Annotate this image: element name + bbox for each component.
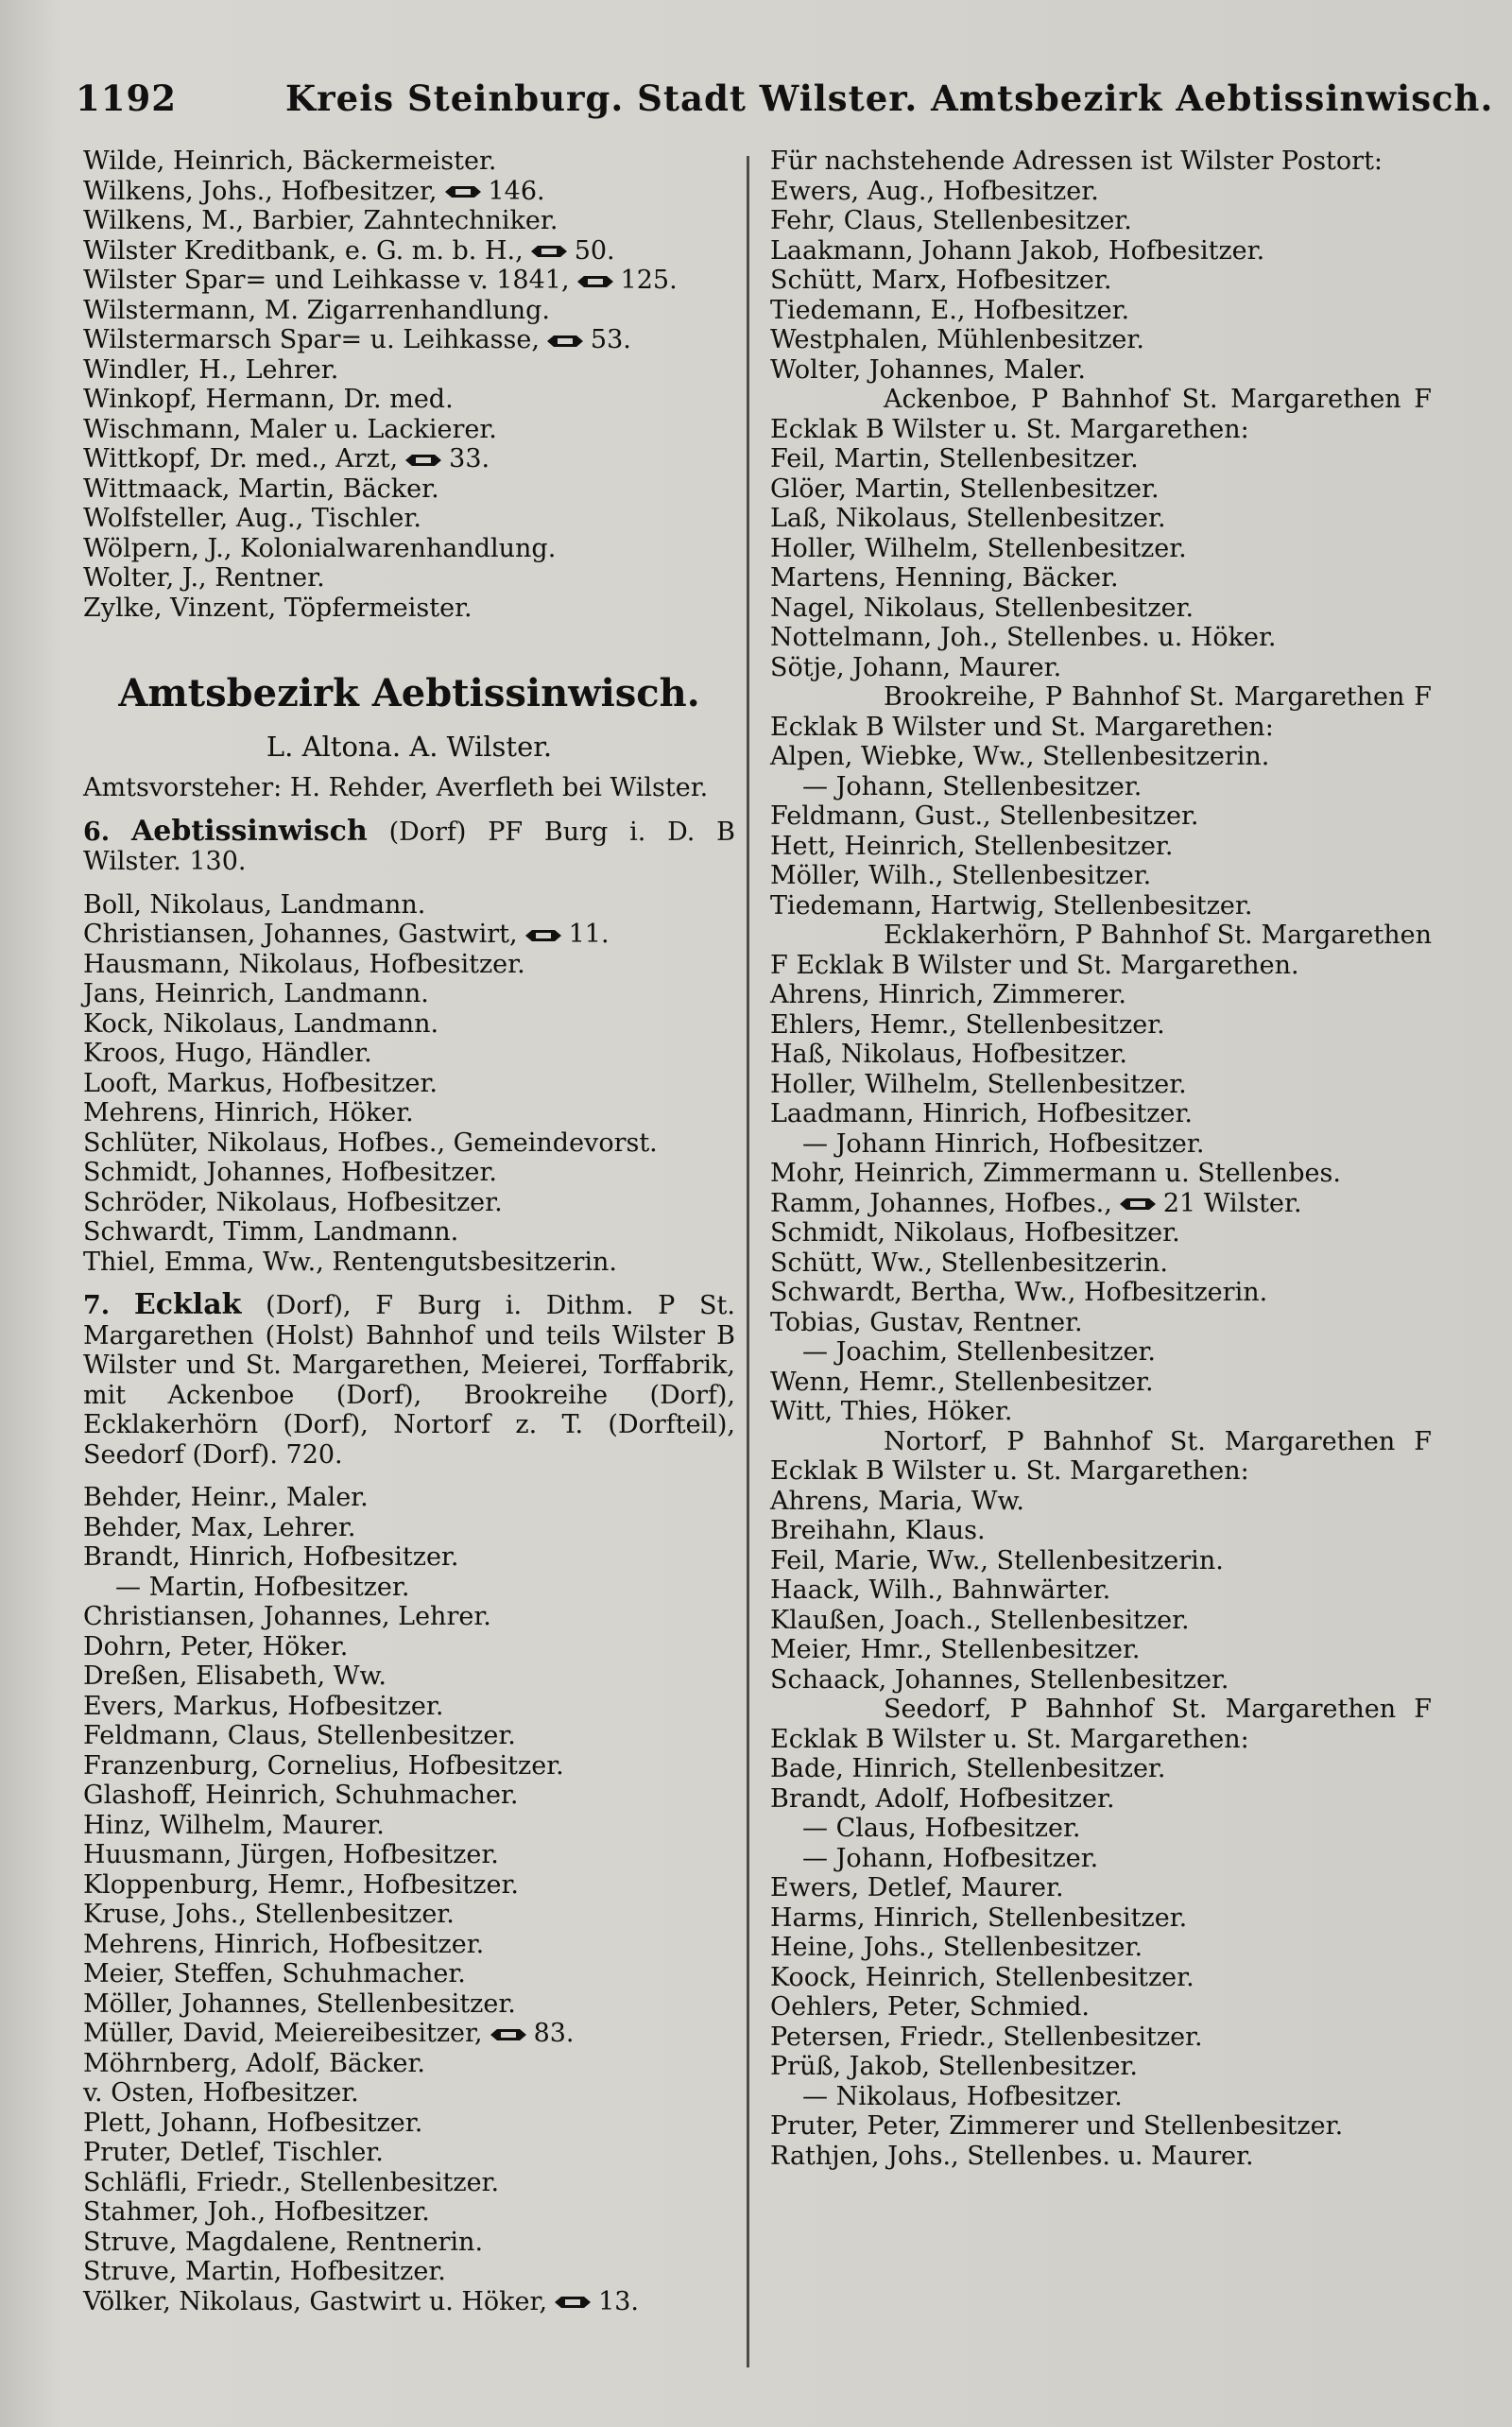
- directory-entry: [770, 1903, 1432, 1934]
- directory-entry: [770, 1575, 1432, 1606]
- entry-text: Brandt, Adolf, Hofbesitzer.: [770, 1783, 1115, 1814]
- entry-text: Ewers, Aug., Hofbesitzer.: [770, 176, 1099, 206]
- directory-entry: [83, 890, 735, 921]
- entry-text: Glashoff, Heinrich, Schuhmacher.: [83, 1781, 519, 1810]
- directory-entry: [83, 177, 735, 207]
- directory-entry: [770, 1308, 1432, 1338]
- directory-entry: [83, 1692, 735, 1722]
- entry-text: Wenn, Hemr., Stellenbesitzer.: [770, 1367, 1154, 1397]
- directory-entry: [83, 1959, 735, 1989]
- directory-entry: [770, 1010, 1432, 1041]
- directory-entry: [83, 2019, 735, 2049]
- entry-text: Müller, David, Meiereibesitzer,: [83, 2019, 483, 2048]
- entry-text: Kloppenburg, Hemr., Hofbesitzer.: [83, 1869, 519, 1900]
- directory-entry: [83, 1602, 735, 1632]
- directory-entry: [770, 832, 1432, 862]
- directory-entry: [83, 1573, 735, 1603]
- nortorf-entries: [770, 1487, 1432, 1695]
- entry-text: Evers, Markus, Hofbesitzer.: [83, 1691, 444, 1721]
- directory-entry: [83, 1098, 735, 1128]
- directory-entry: [770, 1665, 1432, 1695]
- village-number: 7.: [83, 1291, 111, 1320]
- directory-entry: [770, 1754, 1432, 1784]
- wilster-entries: [83, 146, 735, 623]
- right-column: [770, 146, 1432, 2171]
- entry-text: Alpen, Wiebke, Ww., Stellenbesitzerin.: [770, 742, 1270, 771]
- directory-entry: [83, 146, 735, 177]
- directory-entry: [83, 950, 735, 980]
- directory-entry: [770, 1635, 1432, 1665]
- directory-entry: [83, 1989, 735, 2020]
- entry-text: — Johann Hinrich, Hofbesitzer.: [802, 1128, 1205, 1159]
- entry-text: Mehrens, Hinrich, Hofbesitzer.: [83, 1929, 485, 1959]
- entry-text: Looft, Markus, Hofbesitzer.: [83, 1068, 438, 1098]
- phone-number: 125.: [620, 266, 678, 295]
- entry-text: Breihahn, Klaus.: [770, 1516, 986, 1545]
- entry-text: Koock, Heinrich, Stellenbesitzer.: [770, 1962, 1194, 1992]
- directory-entry: [83, 1632, 735, 1662]
- directory-entry: [83, 1781, 735, 1811]
- phone-number: 13.: [598, 2286, 640, 2316]
- directory-entry: [83, 2257, 735, 2287]
- directory-entry: [770, 594, 1432, 624]
- entry-text: Wilkens, Johs., Hofbesitzer,: [83, 176, 438, 206]
- directory-entry: [83, 1248, 735, 1278]
- village-name: Ecklak: [133, 1288, 242, 1321]
- directory-entry: [83, 206, 735, 236]
- entry-text: Jans, Heinrich, Landmann.: [83, 979, 429, 1008]
- entry-text: Wolfsteller, Aug., Tischler.: [83, 504, 421, 533]
- directory-entry: [770, 1368, 1432, 1398]
- directory-entry: [770, 504, 1432, 534]
- directory-entry: [83, 1751, 735, 1782]
- directory-entry: [83, 296, 735, 326]
- entry-text: Möller, Wilh., Stellenbesitzer.: [770, 861, 1152, 890]
- ackenboe-entries: [770, 444, 1432, 682]
- directory-entry: [83, 594, 735, 624]
- entry-text: Ahrens, Maria, Ww.: [770, 1486, 1024, 1516]
- wilster-post-entries: [770, 177, 1432, 386]
- entry-text: Wilster Kreditbank, e. G. m. b. H.,: [83, 235, 524, 266]
- entry-text: Heine, Johs., Stellenbesitzer.: [770, 1933, 1143, 1962]
- directory-entry: [83, 1069, 735, 1099]
- directory-entry: [770, 861, 1432, 891]
- entry-text: Petersen, Friedr., Stellenbesitzer.: [770, 2022, 1203, 2052]
- directory-entry: [83, 1542, 735, 1573]
- entry-text: Hett, Heinrich, Stellenbesitzer.: [770, 831, 1174, 861]
- entry-text: Tobias, Gustav, Rentner.: [770, 1307, 1083, 1337]
- entry-text: Ewers, Detlef, Maurer.: [770, 1873, 1064, 1902]
- directory-entry: [770, 891, 1432, 921]
- entry-text: Glöer, Martin, Stellenbesitzer.: [770, 473, 1160, 504]
- directory-entry: [83, 1158, 735, 1188]
- phone-number: 53.: [590, 325, 631, 354]
- entry-text: Schaack, Johannes, Stellenbesitzer.: [770, 1664, 1229, 1695]
- directory-entry: [83, 385, 735, 415]
- entry-text: Feldmann, Gust., Stellenbesitzer.: [770, 801, 1199, 831]
- entry-text: Oehlers, Peter, Schmied.: [770, 1992, 1091, 2022]
- entry-text: Witt, Thies, Höker.: [770, 1397, 1013, 1426]
- seedorf-heading: Seedorf, P Bahnhof St. Margarethen F Ecklak B Wilster u. St. Margarethen:: [770, 1695, 1432, 1754]
- directory-entry: [83, 1188, 735, 1218]
- directory-entry: [83, 2168, 735, 2198]
- entry-text: Hausmann, Nikolaus, Hofbesitzer.: [83, 949, 525, 979]
- directory-entry: [770, 2022, 1432, 2053]
- entry-text: Feil, Martin, Stellenbesitzer.: [770, 444, 1139, 473]
- entry-text: Prüß, Jakob, Stellenbesitzer.: [770, 2052, 1138, 2081]
- directory-entry: [770, 2111, 1432, 2142]
- village-name: Aebtissinwisch: [130, 814, 368, 848]
- directory-entry: [770, 296, 1432, 326]
- brookreihe-entries: [770, 742, 1432, 921]
- phone-number: 50.: [574, 235, 615, 266]
- entry-text: Haack, Wilh., Bahnwärter.: [770, 1575, 1111, 1605]
- directory-entry: [770, 206, 1432, 236]
- directory-entry: [83, 1009, 735, 1040]
- entry-text: Zylke, Vinzent, Töpfermeister.: [83, 593, 472, 623]
- entry-text: Laß, Nikolaus, Stellenbesitzer.: [770, 504, 1166, 533]
- directory-entry: [83, 415, 735, 445]
- telephone-icon: [553, 2294, 593, 2311]
- directory-entry: [770, 742, 1432, 772]
- village-7-entries: [83, 1483, 735, 2316]
- directory-entry: [83, 979, 735, 1009]
- entry-text: Holler, Wilhelm, Stellenbesitzer.: [770, 533, 1187, 563]
- entry-text: Westphalen, Mühlenbesitzer.: [770, 325, 1144, 354]
- directory-entry: [83, 534, 735, 564]
- directory-entry: [770, 1487, 1432, 1517]
- directory-entry: [770, 444, 1432, 474]
- village-7-header: [83, 1290, 735, 1470]
- entry-text: Wolter, Johannes, Maler.: [770, 354, 1086, 385]
- entry-text: Ahrens, Hinrich, Zimmerer.: [770, 980, 1126, 1009]
- seedorf-entries: [770, 1754, 1432, 2171]
- directory-entry: [770, 266, 1432, 296]
- entry-text: Wolter, J., Rentner.: [83, 563, 325, 593]
- directory-entry: [770, 1784, 1432, 1815]
- entry-text: Tiedemann, Hartwig, Stellenbesitzer.: [770, 890, 1253, 921]
- amtsvorsteher: Amtsvorsteher: H. Rehder, Averfleth bei Wilster.: [83, 773, 709, 802]
- amtsbezirk-location: L. Altona. A. Wilster.: [266, 731, 553, 763]
- directory-entry: [83, 266, 735, 296]
- entry-text: Pruter, Peter, Zimmerer und Stellenbesitzer.: [770, 2111, 1344, 2141]
- entry-text: Dohrn, Peter, Höker.: [83, 1631, 349, 1661]
- entry-text: Klaußen, Joach., Stellenbesitzer.: [770, 1605, 1190, 1635]
- entry-text: Schwardt, Timm, Landmann.: [83, 1217, 459, 1247]
- entry-text: Huusmann, Jürgen, Hofbesitzer.: [83, 1840, 499, 1869]
- village-details: (Dorf) PF Burg i. D. B Wilster. 130.: [83, 817, 735, 876]
- entry-text: Kruse, Johs., Stellenbesitzer.: [83, 1900, 455, 1929]
- directory-entry: [770, 1337, 1432, 1368]
- directory-entry: [770, 1873, 1432, 1903]
- directory-entry: [770, 325, 1432, 355]
- entry-text: Meier, Steffen, Schuhmacher.: [83, 1959, 466, 1988]
- phone-number: 146.: [488, 176, 545, 206]
- directory-entry: [770, 177, 1432, 207]
- entry-text: Stahmer, Joh., Hofbesitzer.: [83, 2197, 430, 2227]
- entry-text: Völker, Nikolaus, Gastwirt u. Höker,: [83, 2286, 548, 2316]
- telephone-icon: [404, 452, 443, 469]
- directory-entry: [770, 1814, 1432, 1844]
- entry-text: Christiansen, Johannes, Lehrer.: [83, 1602, 491, 1631]
- directory-entry: [770, 1218, 1432, 1248]
- entry-text: Schütt, Ww., Stellenbesitzerin.: [770, 1248, 1168, 1278]
- directory-entry: [83, 474, 735, 505]
- entry-text: Franzenburg, Cornelius, Hofbesitzer.: [83, 1750, 564, 1781]
- entry-text: — Nikolaus, Hofbesitzer.: [802, 2081, 1123, 2111]
- entry-text: Fehr, Claus, Stellenbesitzer.: [770, 206, 1132, 235]
- entry-text: Wilde, Heinrich, Bäckermeister.: [83, 146, 497, 176]
- entry-text: — Johann, Hofbesitzer.: [802, 1843, 1099, 1873]
- directory-entry: [83, 1128, 735, 1159]
- directory-entry: [770, 623, 1432, 653]
- brookreihe-heading: Brookreihe, P Bahnhof St. Margarethen F Ecklak B Wilster und St. Margarethen:: [770, 682, 1432, 742]
- entry-text: Wilkens, M., Barbier, Zahntechniker.: [83, 206, 558, 235]
- entry-text: Laadmann, Hinrich, Hofbesitzer.: [770, 1099, 1193, 1128]
- entry-text: Winkopf, Hermann, Dr. med.: [83, 385, 454, 414]
- directory-entry: [83, 1811, 735, 1841]
- phone-number: 11.: [568, 920, 610, 949]
- entry-text: Schmidt, Johannes, Hofbesitzer.: [83, 1158, 498, 1187]
- entry-text: Mehrens, Hinrich, Höker.: [83, 1098, 414, 1127]
- directory-entry: [83, 1039, 735, 1069]
- directory-entry: [770, 1129, 1432, 1160]
- directory-entry: [770, 2142, 1432, 2172]
- entry-text: Mohr, Heinrich, Zimmermann u. Stellenbes.: [770, 1159, 1341, 1188]
- entry-text: Laakmann, Johann Jakob, Hofbesitzer.: [770, 235, 1265, 266]
- entry-text: Wilstermann, M. Zigarrenhandlung.: [83, 295, 550, 325]
- directory-entry: [83, 504, 735, 534]
- entry-text: Nagel, Nikolaus, Stellenbesitzer.: [770, 593, 1194, 623]
- directory-entry: [770, 1189, 1432, 1219]
- directory-entry: [83, 1217, 735, 1248]
- directory-entry: [83, 2138, 735, 2168]
- directory-entry: [770, 1933, 1432, 1963]
- entry-text: Dreßen, Elisabeth, Ww.: [83, 1661, 387, 1691]
- directory-entry: [770, 1963, 1432, 1993]
- column-divider: [747, 156, 749, 2367]
- directory-entry: [83, 325, 735, 355]
- nortorf-heading: Nortorf, P Bahnhof St. Margarethen F Ecklak B Wilster u. St. Margarethen:: [770, 1426, 1432, 1486]
- directory-entry: [770, 355, 1432, 386]
- directory-entry: [83, 1513, 735, 1543]
- entry-text: Schwardt, Bertha, Ww., Hofbesitzerin.: [770, 1278, 1268, 1307]
- directory-entry: [770, 563, 1432, 594]
- telephone-icon: [545, 333, 585, 350]
- phone-number: 21 Wilster.: [1162, 1188, 1302, 1218]
- directory-entry: [770, 1397, 1432, 1427]
- entry-text: Schütt, Marx, Hofbesitzer.: [770, 266, 1112, 295]
- directory-entry: [83, 1930, 735, 1960]
- entry-text: Behder, Heinr., Maler.: [83, 1483, 369, 1512]
- directory-entry: [770, 980, 1432, 1010]
- entry-text: Rathjen, Johs., Stellenbes. u. Maurer.: [770, 2141, 1254, 2171]
- entry-text: Wittmaack, Martin, Bäcker.: [83, 473, 439, 504]
- entry-text: Holler, Wilhelm, Stellenbesitzer.: [770, 1069, 1187, 1099]
- entry-text: Kock, Nikolaus, Landmann.: [83, 1008, 439, 1039]
- entry-text: Möhrnberg, Adolf, Bäcker.: [83, 2048, 425, 2078]
- directory-entry: [83, 2287, 735, 2317]
- directory-entry: [83, 1661, 735, 1692]
- directory-entry: [770, 1040, 1432, 1070]
- entry-text: Haß, Nikolaus, Hofbesitzer.: [770, 1040, 1127, 1069]
- amtsbezirk-heading: Amtsbezirk Aebtissinwisch.: [118, 671, 700, 715]
- entry-text: Schmidt, Nikolaus, Hofbesitzer.: [770, 1218, 1180, 1248]
- directory-entry: [83, 2197, 735, 2228]
- village-details: (Dorf), F Burg i. Dithm. P St. Margarethen (Holst) Bahnhof und teils Wilster B Wilster und St. Margarethen, Meierei, Torffabrik, mit Ackenboe (Dorf), Brookreihe (Dorf), Ecklakerhörn (Dorf), Nortorf z. T. (Dorfteil), Seedorf (Dorf). 720.: [83, 1291, 735, 1470]
- directory-entry: [83, 563, 735, 594]
- telephone-icon: [1118, 1196, 1158, 1213]
- directory-entry: [770, 1844, 1432, 1874]
- entry-text: — Claus, Hofbesitzer.: [802, 1814, 1081, 1843]
- directory-entry: [83, 1900, 735, 1930]
- entry-text: Behder, Max, Lehrer.: [83, 1512, 356, 1542]
- village-6-header: [83, 814, 735, 877]
- entry-text: Brandt, Hinrich, Hofbesitzer.: [83, 1542, 459, 1572]
- entry-text: Ramm, Johannes, Hofbes.,: [770, 1188, 1112, 1218]
- directory-entry: [770, 1070, 1432, 1100]
- ecklakerhoern-heading: Ecklakerhörn, P Bahnhof St. Margarethen F Ecklak B Wilster und St. Margarethen.: [770, 921, 1432, 980]
- entry-text: Schläfli, Friedr., Stellenbesitzer.: [83, 2167, 500, 2197]
- entry-text: Pruter, Detlef, Tischler.: [83, 2138, 384, 2167]
- directory-entry: [770, 1546, 1432, 1576]
- telephone-icon: [443, 183, 483, 200]
- entry-text: — Martin, Hofbesitzer.: [115, 1572, 410, 1602]
- directory-entry: [770, 534, 1432, 564]
- entry-text: Christiansen, Johannes, Gastwirt,: [83, 920, 518, 949]
- telephone-icon: [524, 927, 563, 944]
- entry-text: Wilster Spar= und Leihkasse v. 1841,: [83, 266, 570, 295]
- ecklakerhoern-entries: [770, 980, 1432, 1427]
- directory-entry: [770, 772, 1432, 802]
- entry-text: Bade, Hinrich, Stellenbesitzer.: [770, 1754, 1166, 1783]
- ackenboe-heading: Ackenboe, P Bahnhof St. Margarethen F Ecklak B Wilster u. St. Margarethen:: [770, 385, 1432, 444]
- directory-entry: [83, 236, 735, 267]
- entry-text: Feil, Marie, Ww., Stellenbesitzerin.: [770, 1545, 1224, 1575]
- directory-entry: [770, 1992, 1432, 2022]
- directory-entry: [770, 653, 1432, 683]
- village-number: 6.: [83, 817, 111, 847]
- postort-note: Für nachstehende Adressen ist Wilster Postort:: [770, 146, 1383, 176]
- entry-text: Meier, Hmr., Stellenbesitzer.: [770, 1635, 1141, 1664]
- phone-number: 33.: [449, 444, 490, 473]
- village-6-entries: [83, 890, 735, 1278]
- entry-text: Kroos, Hugo, Händler.: [83, 1039, 372, 1068]
- running-head: [76, 77, 1494, 134]
- entry-text: v. Osten, Hofbesitzer.: [83, 2078, 359, 2108]
- phone-number: 83.: [533, 2019, 575, 2048]
- entry-text: Wölpern, J., Kolonialwarenhandlung.: [83, 533, 557, 563]
- entry-text: Sötje, Johann, Maurer.: [770, 652, 1062, 682]
- running-title: Kreis Steinburg. Stadt Wilster. Amtsbezirk Aebtissinwisch.: [285, 77, 1494, 119]
- entry-text: Tiedemann, E., Hofbesitzer.: [770, 295, 1130, 325]
- directory-entry: [83, 444, 735, 474]
- entry-text: Hinz, Wilhelm, Maurer.: [83, 1810, 385, 1840]
- entry-text: Struve, Magdalene, Rentnerin.: [83, 2227, 484, 2257]
- directory-entry: [83, 2078, 735, 2109]
- entry-text: Wittkopf, Dr. med., Arzt,: [83, 444, 399, 473]
- directory-entry: [770, 1159, 1432, 1189]
- directory-entry: [83, 1870, 735, 1901]
- entry-text: Thiel, Emma, Ww., Rentengutsbesitzerin.: [83, 1247, 618, 1277]
- entry-text: Wischmann, Maler u. Lackierer.: [83, 414, 497, 444]
- entry-text: — Johann, Stellenbesitzer.: [802, 771, 1143, 801]
- entry-text: Martens, Henning, Bäcker.: [770, 563, 1119, 593]
- directory-entry: [770, 1278, 1432, 1308]
- directory-entry: [83, 355, 735, 386]
- telephone-icon: [576, 273, 615, 290]
- entry-text: Feldmann, Claus, Stellenbesitzer.: [83, 1721, 516, 1750]
- left-column: [83, 146, 735, 2316]
- telephone-icon: [489, 2026, 528, 2043]
- directory-entry: [83, 1721, 735, 1751]
- directory-entry: [770, 2052, 1432, 2082]
- entry-text: Harms, Hinrich, Stellenbesitzer.: [770, 1902, 1188, 1933]
- entry-text: Wilstermarsch Spar= u. Leihkasse,: [83, 325, 540, 354]
- telephone-icon: [529, 243, 569, 260]
- directory-entry: [83, 2049, 735, 2079]
- directory-entry: [770, 1606, 1432, 1636]
- directory-entry: [83, 1840, 735, 1870]
- entry-text: Möller, Johannes, Stellenbesitzer.: [83, 1988, 516, 2019]
- directory-entry: [770, 2082, 1432, 2112]
- page-number: 1192: [76, 77, 177, 119]
- directory-entry: [83, 2228, 735, 2258]
- entry-text: Windler, H., Lehrer.: [83, 354, 339, 385]
- directory-entry: [770, 1099, 1432, 1129]
- entry-text: Struve, Martin, Hofbesitzer.: [83, 2257, 446, 2286]
- entry-text: Schröder, Nikolaus, Hofbesitzer.: [83, 1187, 503, 1217]
- directory-entry: [83, 1483, 735, 1513]
- directory-entry: [770, 474, 1432, 505]
- entry-text: Plett, Johann, Hofbesitzer.: [83, 2108, 423, 2138]
- entry-text: Nottelmann, Joh., Stellenbes. u. Höker.: [770, 623, 1277, 652]
- entry-text: — Joachim, Stellenbesitzer.: [802, 1337, 1156, 1367]
- entry-text: Ehlers, Hemr., Stellenbesitzer.: [770, 1009, 1165, 1040]
- directory-entry: [770, 1516, 1432, 1546]
- entry-text: Schlüter, Nikolaus, Hofbes., Gemeindevorst.: [83, 1127, 658, 1158]
- directory-entry: [83, 2109, 735, 2139]
- entry-text: Boll, Nikolaus, Landmann.: [83, 889, 426, 920]
- directory-entry: [770, 236, 1432, 267]
- directory-entry: [770, 1248, 1432, 1279]
- directory-entry: [83, 920, 735, 950]
- directory-entry: [770, 801, 1432, 832]
